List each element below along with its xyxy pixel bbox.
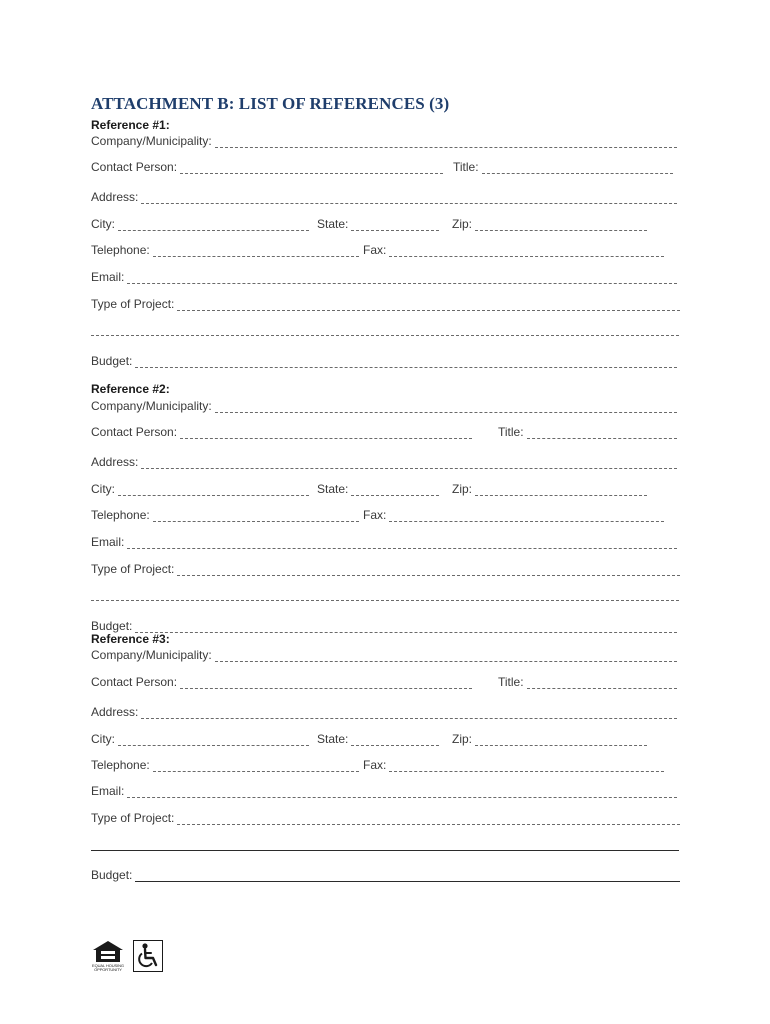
reference-3-heading: Reference #3: [91,632,170,646]
ref1-fax-field[interactable] [363,241,664,257]
ref3-telephone-field[interactable] [91,756,359,772]
ref3-email-field[interactable] [91,782,677,798]
telephone-label: Telephone: [91,508,150,522]
city-label: City: [91,732,115,746]
project-label: Type of Project: [91,562,175,576]
zip-label: Zip: [452,217,473,231]
ref2-city-row [91,480,647,496]
ref2-state-field[interactable] [317,480,439,496]
telephone-label: Telephone: [91,243,150,257]
ref2-project-field[interactable] [91,560,680,576]
ref3-budget-row [91,866,680,882]
ref3-phone-row [91,756,664,772]
state-label: State: [317,217,349,231]
ref2-fax-field[interactable] [363,506,664,522]
ref2-zip-field[interactable] [452,480,647,496]
ref2-company-field[interactable] [91,397,677,413]
ref2-address-field[interactable] [91,453,677,469]
ref3-contact-row [91,673,677,689]
ref2-email-row [91,533,677,549]
email-label: Email: [91,784,125,798]
fax-label: Fax: [363,243,387,257]
ref1-city-row [91,215,647,231]
company-label: Company/Municipality: [91,648,212,662]
ref3-city-field[interactable] [91,730,309,746]
ref1-city-field[interactable] [91,215,309,231]
ref2-phone-row [91,506,664,522]
ref1-address-row [91,188,677,204]
ref1-budget-row [91,352,677,368]
equal-housing-text: EQUAL HOUSING OPPORTUNITY [92,963,124,972]
email-label: Email: [91,535,125,549]
ref1-email-row [91,268,677,284]
title-label: Title: [498,675,524,689]
project-label: Type of Project: [91,811,175,825]
ref2-company-row [91,397,677,413]
fax-label: Fax: [363,508,387,522]
ref1-company-field[interactable] [91,132,677,148]
city-label: City: [91,217,115,231]
ref3-company-row [91,646,677,662]
ref3-project-row [91,809,680,825]
reference-1-heading: Reference #1: [91,118,170,132]
email-label: Email: [91,270,125,284]
ref2-project-extra-line[interactable] [91,599,679,601]
ref1-budget-field[interactable] [91,352,677,368]
ref1-email-field[interactable] [91,268,677,284]
address-label: Address: [91,455,139,469]
state-label: State: [317,482,349,496]
company-label: Company/Municipality: [91,134,212,148]
budget-label: Budget: [91,619,133,633]
ref1-company-row [91,132,677,148]
footer-logos [91,940,167,976]
ref3-project-field[interactable] [91,809,680,825]
ref1-phone-row [91,241,664,257]
ref1-state-field[interactable] [317,215,439,231]
ref1-address-field[interactable] [91,188,677,204]
address-label: Address: [91,190,139,204]
company-label: Company/Municipality: [91,399,212,413]
zip-label: Zip: [452,732,473,746]
ref2-contact-row [91,423,677,439]
ref2-budget-row [91,617,677,633]
document-title: ATTACHMENT B: LIST OF REFERENCES (3) [91,94,450,113]
title-label: Title: [453,160,479,174]
city-label: City: [91,482,115,496]
ref2-project-row [91,560,680,576]
contact-label: Contact Person: [91,425,178,439]
ref2-telephone-field[interactable] [91,506,359,522]
contact-label: Contact Person: [91,675,178,689]
ref2-city-field[interactable] [91,480,309,496]
budget-label: Budget: [91,868,133,882]
ref1-contact-field[interactable] [91,158,443,174]
reference-2-heading: Reference #2: [91,382,170,396]
title-label: Title: [498,425,524,439]
ref2-email-field[interactable] [91,533,677,549]
ref3-zip-field[interactable] [452,730,647,746]
state-label: State: [317,732,349,746]
ref1-project-field[interactable] [91,295,680,311]
project-label: Type of Project: [91,297,175,311]
fax-label: Fax: [363,758,387,772]
address-label: Address: [91,705,139,719]
ref2-budget-field[interactable] [91,617,677,633]
ref3-title-field[interactable] [498,673,677,689]
ref1-telephone-field[interactable] [91,241,359,257]
ref2-title-field[interactable] [498,423,677,439]
ref3-address-field[interactable] [91,703,677,719]
ref3-address-row [91,703,677,719]
budget-label: Budget: [91,354,133,368]
ref1-zip-field[interactable] [452,215,647,231]
ref3-company-field[interactable] [91,646,677,662]
ref3-email-row [91,782,677,798]
ref1-contact-row [91,158,673,174]
ref3-budget-field[interactable] [91,866,680,882]
ref2-address-row [91,453,677,469]
ref1-title-field[interactable] [453,158,673,174]
ref2-contact-field[interactable] [91,423,472,439]
ref1-project-extra-line[interactable] [91,334,679,336]
ref3-city-row [91,730,647,746]
ref1-project-row [91,295,680,311]
zip-label: Zip: [452,482,473,496]
contact-label: Contact Person: [91,160,178,174]
equal-housing-icon [91,940,125,974]
ref3-project-extra-line[interactable] [91,849,679,851]
ref3-state-field[interactable] [317,730,439,746]
telephone-label: Telephone: [91,758,150,772]
wheelchair-accessible-icon [133,940,167,974]
ref3-fax-field[interactable] [363,756,664,772]
ref3-contact-field[interactable] [91,673,472,689]
